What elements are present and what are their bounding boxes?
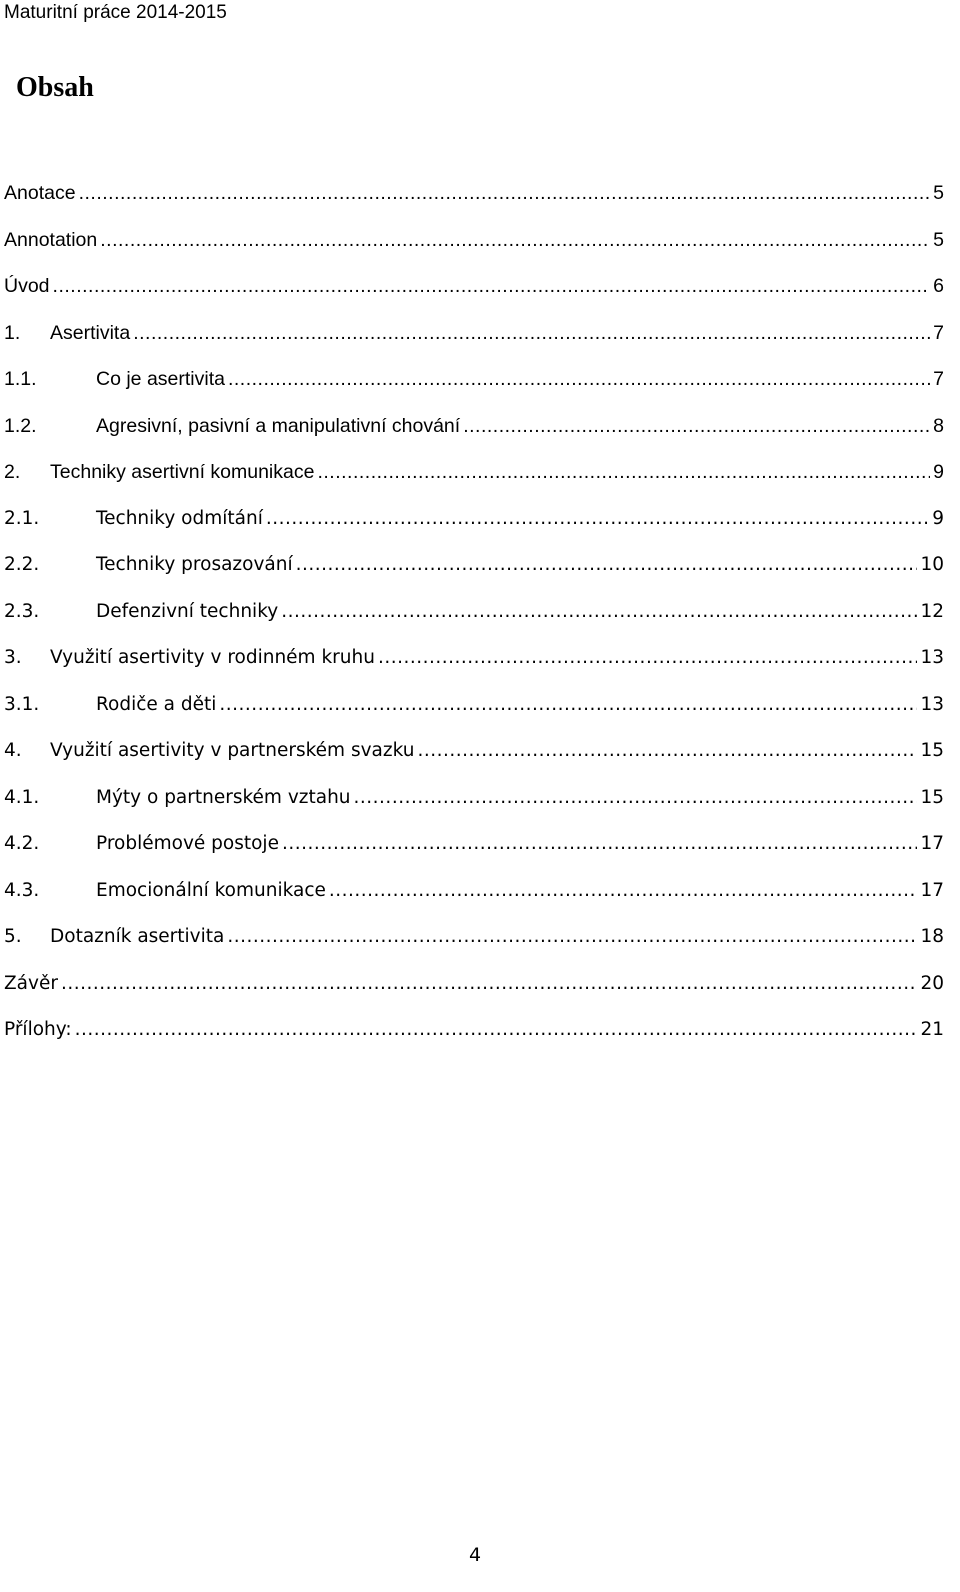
toc-entry[interactable] — [4, 868, 944, 915]
toc-entry[interactable] — [4, 914, 944, 961]
toc-entry-number: 2.3. — [4, 600, 40, 622]
toc-dot-leader — [282, 821, 917, 868]
toc-entry[interactable] — [4, 263, 944, 310]
toc-entry-number: 4. — [4, 740, 22, 761]
toc-entry[interactable] — [4, 635, 944, 682]
toc-dot-leader — [53, 263, 931, 310]
toc-entry-title: Využití asertivity v rodinném kruhu — [50, 647, 375, 668]
toc-entry-page: 18 — [920, 926, 944, 947]
toc-dot-leader — [317, 449, 930, 496]
toc-dot-leader — [463, 403, 930, 450]
toc-entry[interactable] — [4, 449, 944, 496]
toc-dot-leader — [296, 542, 918, 589]
toc-entry-title: Agresivní, pasivní a manipulativní chování — [96, 414, 461, 437]
toc-dot-leader — [354, 775, 918, 822]
toc-entry[interactable] — [4, 170, 944, 217]
toc-dot-leader — [378, 635, 918, 682]
toc-entry[interactable] — [4, 775, 944, 822]
toc-entry-page: 10 — [920, 554, 944, 575]
toc-entry-page: 12 — [920, 600, 944, 622]
toc-entry-title: Dotazník asertivita — [50, 926, 225, 947]
toc-entry[interactable] — [4, 1007, 944, 1054]
toc-entry-title: Techniky odmítání — [96, 507, 263, 529]
toc-entry-page: 13 — [920, 647, 944, 668]
toc-entry-title: Anotace — [4, 182, 76, 204]
toc-entry-page: 20 — [920, 972, 944, 994]
toc-entry-number: 1.2. — [4, 414, 37, 437]
toc-dot-leader — [79, 170, 931, 217]
toc-entry[interactable] — [4, 496, 944, 543]
toc-entry-number: 3.1. — [4, 693, 40, 715]
toc-dot-leader — [266, 496, 929, 543]
toc-entry-page: 17 — [920, 833, 944, 854]
toc-dot-leader — [281, 589, 917, 636]
toc-entry-page: 15 — [920, 786, 944, 808]
toc-entry-title: Mýty o partnerském vztahu — [96, 786, 351, 808]
toc-entry-number: 1.1. — [4, 368, 37, 390]
toc-entry-title: Problémové postoje — [96, 833, 279, 854]
toc-entry[interactable] — [4, 682, 944, 729]
toc-dot-leader — [61, 961, 918, 1008]
toc-entry-number: 1. — [4, 321, 21, 344]
toc-entry-page: 15 — [920, 740, 944, 761]
page-number: 4 — [468, 1544, 482, 1566]
running-header: Maturitní práce 2014-2015 — [4, 2, 227, 23]
toc-entry-number: 4.1. — [4, 786, 40, 808]
toc-entry-page: 7 — [933, 321, 944, 344]
toc-entry-number: 2. — [4, 461, 21, 483]
toc-entry-title: Úvod — [4, 275, 50, 297]
toc-entry-page: 7 — [933, 368, 944, 390]
toc-entry[interactable] — [4, 403, 944, 450]
toc-entry-page: 17 — [920, 879, 944, 901]
toc-dot-leader — [417, 728, 917, 775]
toc-entry-page: 5 — [933, 228, 944, 251]
toc-entry-title: Emocionální komunikace — [96, 879, 326, 901]
toc-entry-number: 4.3. — [4, 879, 40, 901]
toc-entry-title: Techniky asertivní komunikace — [50, 461, 315, 483]
toc-entry-page: 13 — [920, 693, 944, 715]
toc-entry-title: Defenzivní techniky — [96, 600, 279, 622]
toc-entry[interactable] — [4, 821, 944, 868]
toc-entry-title: Přílohy: — [4, 1019, 72, 1040]
toc-entry-title: Techniky prosazování — [96, 554, 293, 575]
toc-dot-leader — [100, 217, 930, 264]
toc-entry-number: 3. — [4, 647, 22, 668]
toc-dot-leader — [75, 1007, 918, 1054]
toc-entry-page: 5 — [933, 182, 944, 204]
toc-entry-title: Využití asertivity v partnerském svazku — [50, 740, 415, 761]
toc-entry[interactable] — [4, 589, 944, 636]
toc-entry-title: Závěr — [4, 972, 58, 994]
toc-dot-leader — [219, 682, 917, 729]
toc-entry-number: 4.2. — [4, 833, 40, 854]
toc-dot-leader — [228, 356, 930, 403]
toc-entry-page: 21 — [920, 1019, 944, 1040]
toc-entry-page: 6 — [933, 275, 944, 297]
toc-entry-page: 9 — [932, 507, 944, 529]
toc-entry-number: 5. — [4, 926, 22, 947]
toc-entry-title: Annotation — [4, 228, 98, 251]
toc-entry-title: Asertivita — [50, 321, 131, 344]
toc-entry[interactable] — [4, 728, 944, 775]
toc-entry-title: Rodiče a děti — [96, 693, 217, 715]
toc-dot-leader — [227, 914, 917, 961]
toc-entry-page: 8 — [933, 414, 944, 437]
toc-entry[interactable] — [4, 542, 944, 589]
toc-heading: Obsah — [16, 72, 94, 103]
toc-dot-leader — [329, 868, 918, 915]
toc-entry-title: Co je asertivita — [96, 368, 225, 390]
toc-entry[interactable] — [4, 961, 944, 1008]
toc-entry-number: 2.1. — [4, 507, 40, 529]
toc-entry[interactable] — [4, 356, 944, 403]
toc-entry-number: 2.2. — [4, 554, 40, 575]
toc-entry-page: 9 — [933, 461, 944, 483]
table-of-contents — [4, 170, 944, 1054]
toc-entry[interactable] — [4, 310, 944, 357]
toc-dot-leader — [133, 310, 930, 357]
toc-entry[interactable] — [4, 217, 944, 264]
